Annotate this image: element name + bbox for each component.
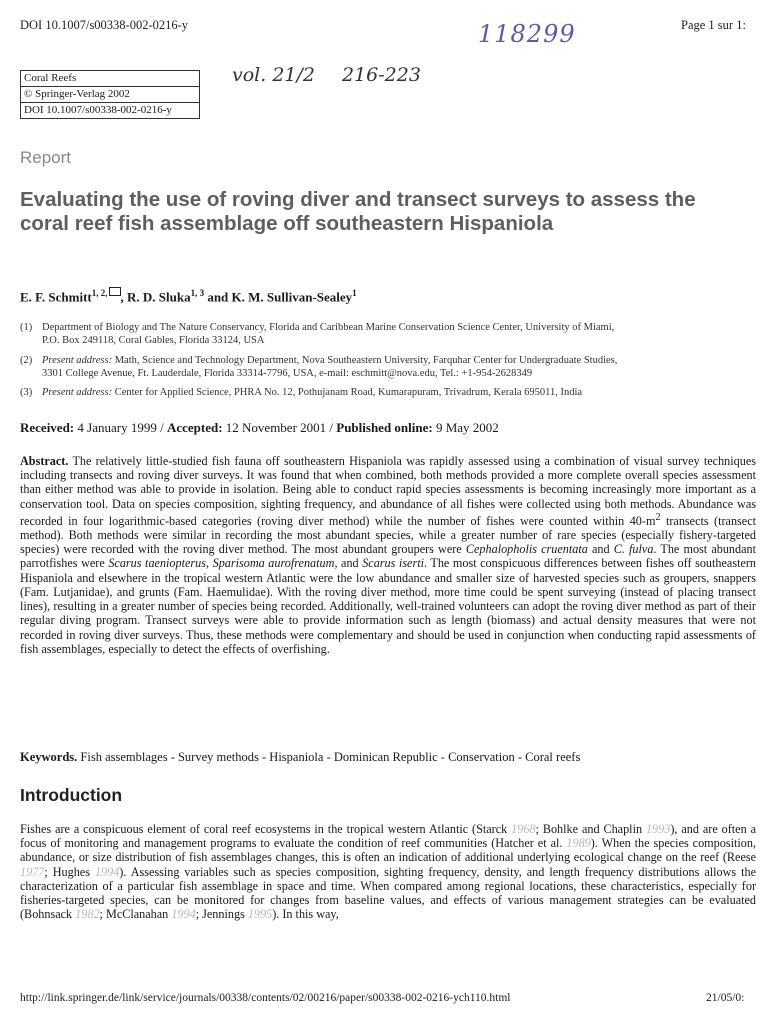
citation-link[interactable]: 1977 (20, 864, 45, 879)
citation-link[interactable]: 1995 (247, 907, 273, 922)
footer-date: 21/05/0: (706, 992, 745, 1004)
citation-link[interactable]: 1994 (94, 864, 120, 879)
doi-header: DOI 10.1007/s00338-002-0216-y (20, 18, 189, 32)
citation-link[interactable]: 1993 (645, 822, 671, 836)
copyright: © Springer-Verlag 2002 (21, 87, 199, 103)
handwritten-pages: 216-223 (342, 64, 421, 86)
affiliation-line: (3) Present address: Center for Applied Science, PHRA No. 12, Pothujanam Road, Kumarapuram, Trivadrum, Kerala 695011, India (20, 387, 583, 398)
author-affiliation-marker: 1, 2, (91, 288, 108, 298)
paper-title: Evaluating the use of roving diver and transect surveys to assess the coral reef fish assemblage off southeastern Hispaniola (20, 188, 696, 235)
journal-name: Coral Reefs (21, 71, 199, 87)
section-label: Report (20, 148, 72, 167)
citation-link[interactable]: 1968 (511, 822, 536, 836)
author-affiliation-marker: 1 (352, 288, 357, 298)
journal-doi: DOI 10.1007/s00338-002-0216-y (24, 104, 172, 116)
journal-info-box (20, 70, 200, 119)
author-name: and K. M. Sullivan-Sealey (204, 289, 353, 305)
affiliation-line: (1) Department of Biology and The Nature Conservancy, Florida and Caribbean Marine Conservation Science Center, University of Miami, (20, 322, 615, 333)
affiliation-line: 3301 College Avenue, Ft. Lauderdale, Florida 33314-7796, USA, e-mail: eschmitt@nova.edu, Tel.: +1-954-2628349 (42, 368, 533, 379)
citation-link[interactable]: 1994 (171, 907, 196, 922)
publication-dates: Received: 4 January 1999 / Accepted: 12 November 2001 / Published online: 9 May 2002 (20, 420, 499, 435)
handwritten-number: 118299 (478, 20, 576, 48)
citation-link[interactable]: 1982 (75, 907, 100, 922)
keywords-line: Keywords. Fish assemblages - Survey methods - Hispaniola - Dominican Republic - Conservation - Coral reefs (20, 750, 581, 764)
author-list (20, 287, 357, 305)
page-indicator: Page 1 sur 1: (681, 18, 746, 32)
introduction-heading: Introduction (20, 785, 123, 805)
author-name: E. F. Schmitt (20, 289, 92, 305)
introduction-paragraph: Fishes are a conspicuous element of coral reef ecosystems in the tropical western Atlantic (Starck 1968; Bohlke and Chaplin 1993), and are often a focus of monitoring and management programs to evaluate the condition of reef communities (Hatcher et al. 1989). When the species composition, abundance, or size distribution of fish assemblages changes, this is often an indication of additional underlying ecological change on the reef (Reese 1977; Hughes 1994). Assessing variables such as species composition, sighting frequency, density, and length frequency distributions allows the characterization of a particular fish assemblage in space and time. When compared among regional locations, these characteristics, especially for fisheries-targeted species, can be monitored for changes from baseline values, and effects of various management strategies can be evaluated (Bohnsack 1982; McClanahan 1994; Jennings 1995). In this way, (20, 822, 756, 922)
author-name: , R. D. Sluka (120, 289, 191, 305)
footer-url[interactable]: http://link.springer.de/link/service/journals/00338/contents/02/00216/paper/s00338-002-0216-ych110.html (20, 992, 511, 1004)
citation-link[interactable]: 1989 (566, 836, 591, 851)
affiliation-line: (2) Present address: Math, Science and Technology Department, Nova Southeastern University, Farquhar Center for Undergraduate Studies, (20, 355, 618, 366)
abstract-paragraph: Abstract. The relatively little-studied fish fauna off southeastern Hispaniola was rapidly assessed using a combination of visual survey techniques including transects and roving diver surveys. It was found that when combined, both methods provided a more complete overall species assessment than either method was able to provide in isolation. Being able to conduct rapid species assessments is becoming increasingly more important as a conservation tool. Data on species composition, sighting frequency, and abundance of all fishes were collected using both methods. Abundance was recorded in four logarithmic-based categories (roving diver method) while the number of fishes were counted within $40-m^2$ transects (transect method). Both methods were similar in recording the most abundant species, while a greater number of rare species (especially fishery-targeted species) were recorded with the roving diver method. The most abundant groupers were Cephalopholis cruentata and C. fulva. The most abundant parrotfishes were Scarus taeniopterus, Sparisoma aurofrenatum, and Scarus iserti. The most conspicuous differences between fishes off southeastern Hispaniola and elsewhere in the tropical western Atlantic were the low abundance and smaller size of harvested species such as groupers, snappers (Fam. Lutjanidae), and grunts (Fam. Haemulidae). With the roving diver method, more time could be spent surveying (instead of placing transect lines), resulting in a greater number of species being recorded. Additionally, well-trained volunteers can adopt the roving diver method as part of their regular diving program. Transect surveys were able to provide information such as length (biomass) and actual density measures that were not recorded in roving diver surveys. Thus, these methods were complementary and should be used in conjunction when conducting rapid assessments of fish assemblages, especially to detect the effects of overfishing. (20, 454, 757, 656)
affiliation-line: P.O. Box 249118, Coral Gables, Florida 33124, USA (42, 335, 265, 346)
author-affiliation-marker: 1, 3 (190, 288, 205, 298)
handwritten-volume: vol. 21/2 (232, 64, 315, 86)
envelope-icon[interactable] (109, 287, 121, 296)
